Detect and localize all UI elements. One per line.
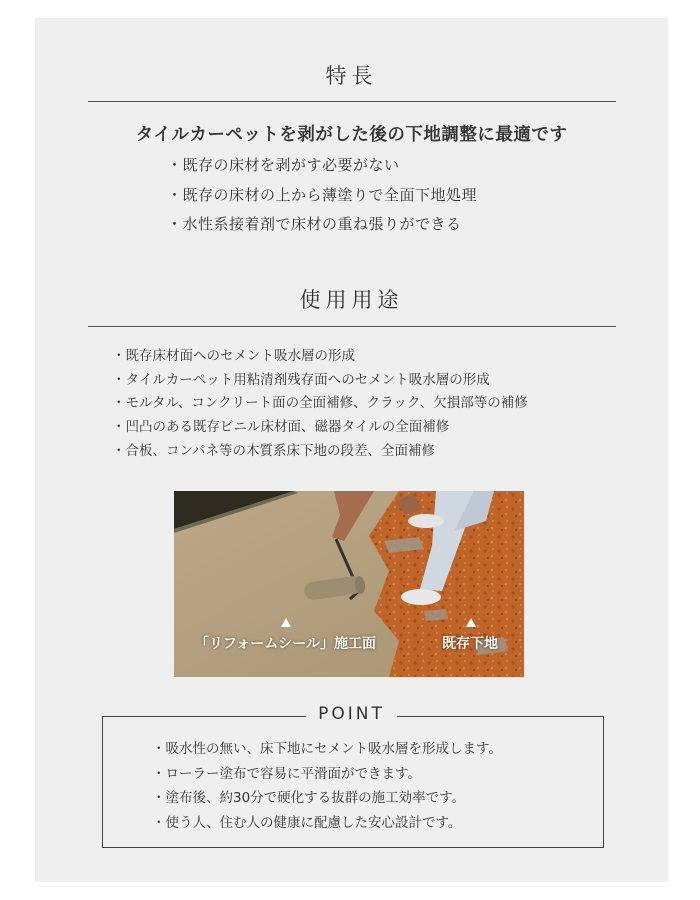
content-panel bbox=[35, 18, 668, 882]
point-item: ・ローラー塗布で容易に平滑面ができます。 bbox=[152, 765, 421, 782]
point-item: ・吸水性の無い、床下地にセメント吸水層を形成します。 bbox=[152, 741, 502, 757]
features-headline: タイルカーペットを剥がした後の下地調整に最適です bbox=[135, 125, 568, 145]
usage-item: ・既存床材面へのセメント吸水層の形成 bbox=[112, 348, 355, 364]
features-divider bbox=[88, 101, 616, 102]
arrow-up-icon bbox=[466, 618, 476, 627]
features-list bbox=[167, 155, 477, 244]
point-item: ・使う人、住む人の健康に配慮した安心設計です。 bbox=[152, 815, 462, 832]
usage-item: ・タイルカーペット用粘清剤残存面へのセメント吸水層の形成 bbox=[112, 371, 490, 388]
features-title: 特長 bbox=[325, 64, 378, 88]
usage-title: 使用用途 bbox=[299, 288, 404, 312]
usage-item: ・合板、コンパネ等の木質系床下地の段差、全面補修 bbox=[112, 442, 436, 459]
feature-item: ・既存の床材を剥がす必要がない bbox=[167, 156, 400, 174]
applied-surface-label: 「リフォームシール」施工面 bbox=[195, 636, 377, 652]
existing-floor-label: 既存下地 bbox=[442, 636, 498, 652]
arrow-up-icon bbox=[281, 618, 291, 627]
feature-item: ・既存の床材の上から薄塗りで全面下地処理 bbox=[167, 185, 478, 204]
usage-divider bbox=[88, 326, 616, 327]
point-item: ・塗布後、約30分で硬化する抜群の施工効率です。 bbox=[152, 790, 466, 807]
application-photo bbox=[174, 491, 524, 677]
feature-item: ・水性系接着剤で床材の重ね張りができる bbox=[167, 215, 462, 233]
usage-item: ・モルタル、コンクリート面の全面補修、クラック、欠損部等の補修 bbox=[112, 395, 528, 412]
point-title-text: POINT bbox=[306, 704, 397, 724]
usage-item: ・凹凸のある既存ビニル床材面、磁器タイルの全面補修 bbox=[112, 419, 450, 436]
point-title bbox=[35, 704, 668, 724]
usage-list bbox=[112, 347, 528, 465]
point-list bbox=[152, 740, 502, 839]
